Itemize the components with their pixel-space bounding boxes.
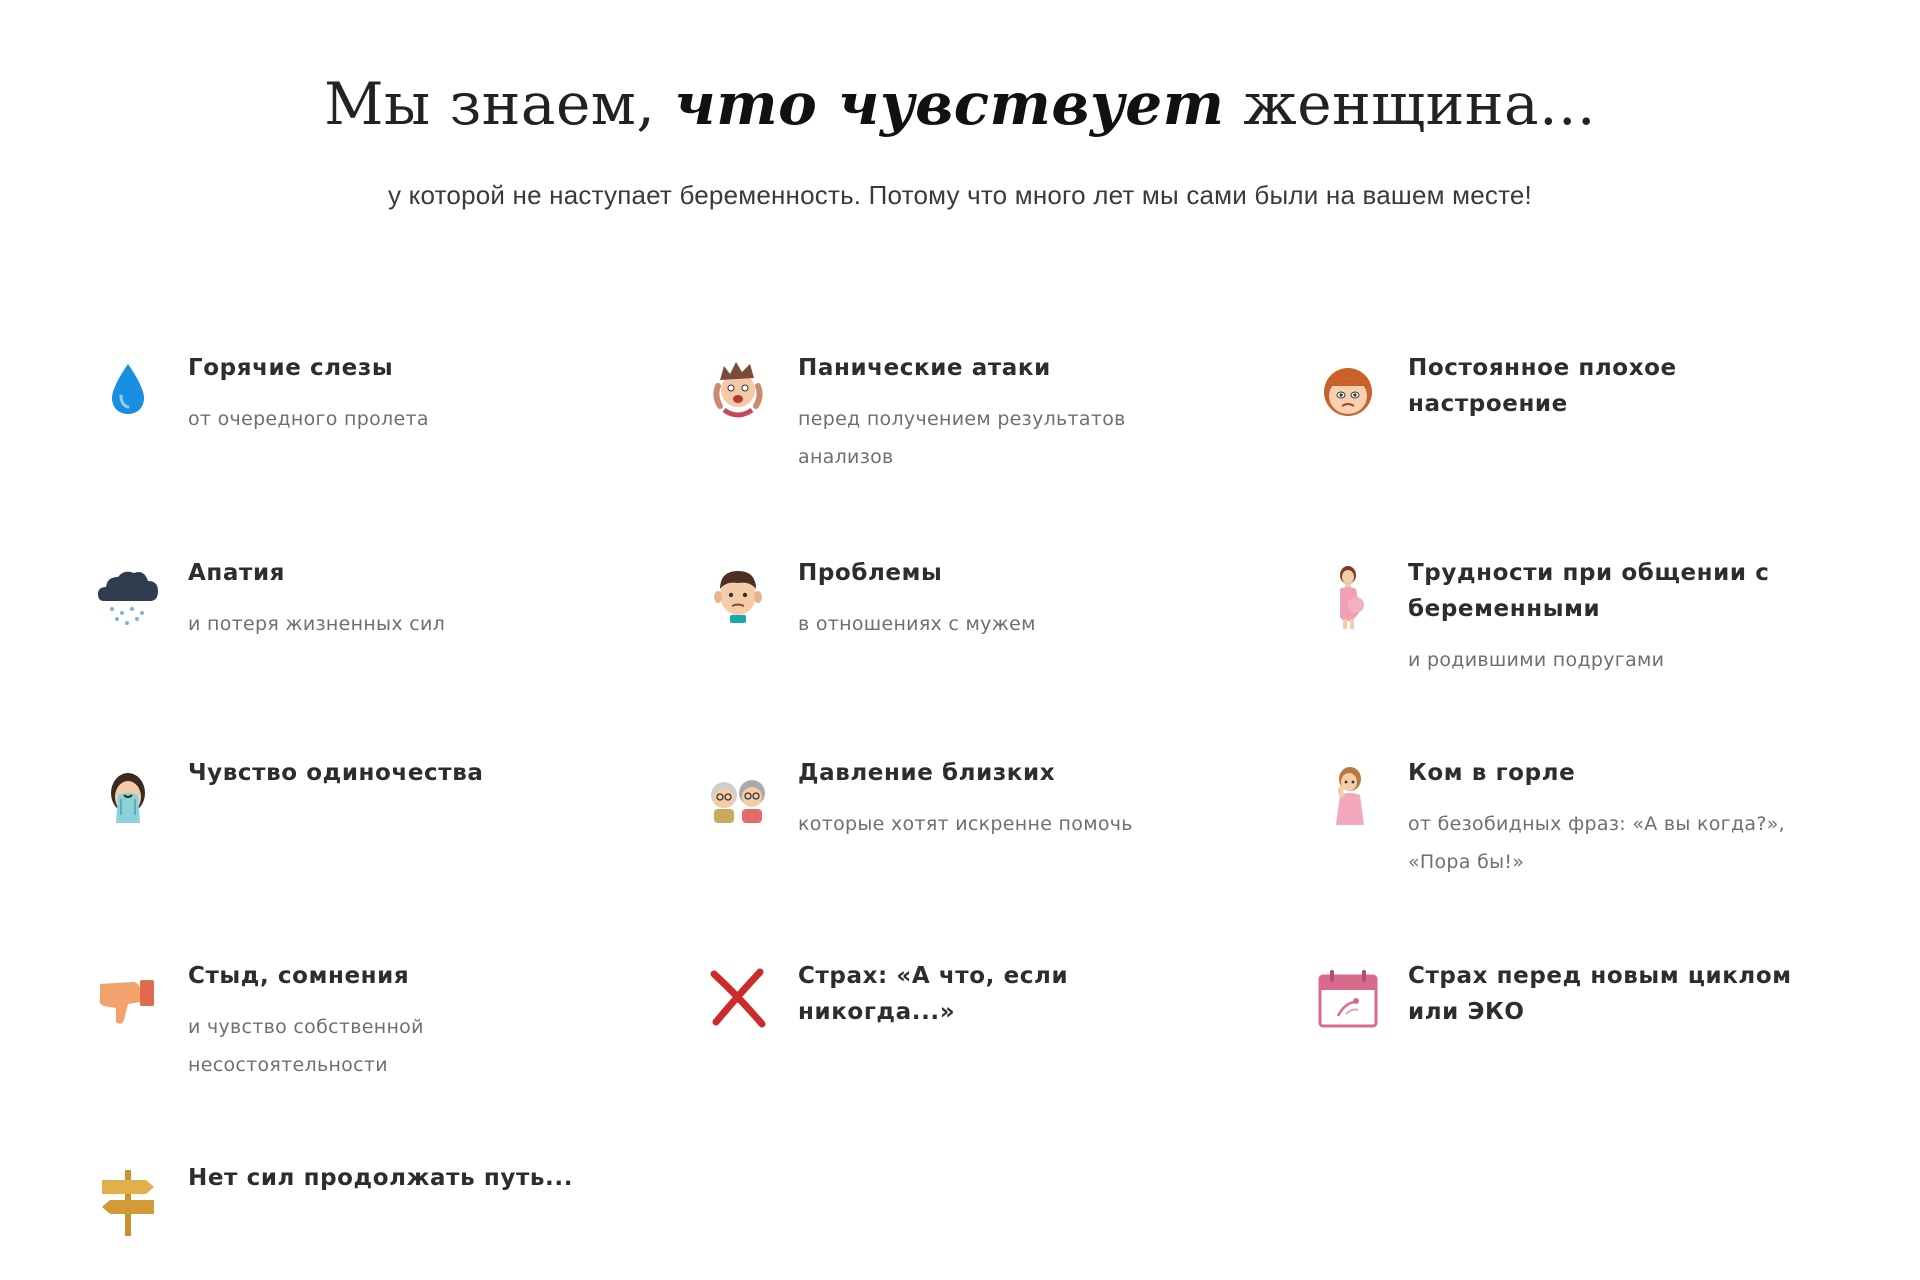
item-title: Чувство одиночества (188, 760, 484, 786)
item-title: Горячие слезы (188, 355, 394, 381)
title-before: Мы знаем, (324, 70, 675, 138)
page-title (0, 70, 1920, 140)
choking-woman-icon (1308, 755, 1388, 835)
item-desc: в отношениях с мужем (798, 613, 1036, 635)
panic-face-icon (698, 350, 778, 430)
crying-face-icon (88, 755, 168, 835)
header (0, 70, 1920, 211)
item-desc: от очередного пролета (188, 408, 429, 430)
item-desc: перед получением результатов анализов (798, 408, 1126, 468)
man-face-icon (698, 555, 778, 635)
item-desc: и родившими подругами (1408, 649, 1665, 671)
item-title: Трудности при общении с беременными (1408, 560, 1770, 622)
item-title: Панические атаки (798, 355, 1051, 381)
sad-face-icon (1308, 350, 1388, 430)
item-title: Страх перед новым циклом или ЭКО (1408, 963, 1792, 1025)
item-desc: от безобидных фраз: «А вы когда?», «Пора бы!» (1408, 813, 1785, 873)
pregnant-woman-icon (1308, 555, 1388, 635)
item-title: Ком в горле (1408, 760, 1576, 786)
title-accent: что чувствует (674, 70, 1225, 138)
item-desc: и потеря жизненных сил (188, 613, 446, 635)
page-subtitle: у которой не наступает беременность. Потому что много лет мы сами были на вашем месте! (388, 179, 1532, 210)
item-title: Страх: «А что, если никогда...» (798, 963, 1069, 1025)
item-title: Давление близких (798, 760, 1056, 786)
thumbs-down-icon (88, 958, 168, 1038)
title-after: женщина... (1224, 70, 1596, 138)
item-title: Стыд, сомнения (188, 963, 410, 989)
calendar-icon (1308, 958, 1388, 1038)
item-title: Постоянное плохое настроение (1408, 355, 1677, 417)
water-drop-icon (88, 350, 168, 430)
item-desc: и чувство собственной несостоятельности (188, 1016, 424, 1076)
item-title: Апатия (188, 560, 286, 586)
item-desc: которые хотят искренне помочь (798, 813, 1133, 835)
item-title: Нет сил продолжать путь... (188, 1165, 574, 1191)
red-cross-icon (698, 958, 778, 1038)
rain-cloud-icon (88, 555, 168, 635)
signpost-icon (88, 1160, 168, 1240)
item-title: Проблемы (798, 560, 943, 586)
grandparents-icon (698, 755, 778, 835)
